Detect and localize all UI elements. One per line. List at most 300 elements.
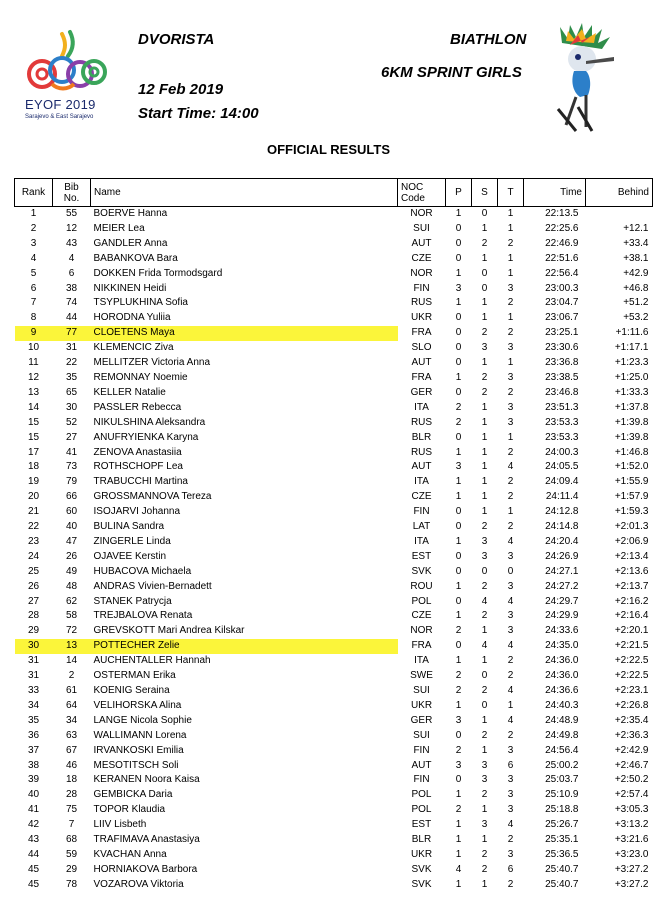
cell-behind: +46.8 <box>623 282 649 294</box>
cell-s: 2 <box>481 685 488 696</box>
cell-p: 0 <box>455 774 462 786</box>
cell-time: 24:27.1 <box>545 565 579 577</box>
cell-s: 0 <box>481 267 488 279</box>
cell-s: 2 <box>481 848 488 860</box>
table-row <box>15 788 653 803</box>
cell-behind: +1:57.9 <box>614 491 649 503</box>
cell-bib: 4 <box>68 252 75 264</box>
cell-noc: SVK <box>411 565 432 577</box>
cell-rank: 26 <box>27 580 40 592</box>
cell-s: 1 <box>481 714 488 726</box>
table-row <box>15 416 653 431</box>
cell-noc: BLR <box>411 431 432 443</box>
cell-noc: FRA <box>411 327 432 339</box>
table-row <box>15 744 653 759</box>
table-row <box>15 580 653 595</box>
cell-rank: 17 <box>27 446 40 458</box>
table-row <box>15 505 653 520</box>
cell-time: 25:18.8 <box>545 804 579 816</box>
cell-name: HUBACOVA Michaela <box>93 565 192 577</box>
logo-subtitle: Sarajevo & East Sarajevo <box>25 114 94 120</box>
cell-p: 1 <box>455 476 462 488</box>
cell-noc: NOR <box>410 625 433 637</box>
cell-time: 24:14.8 <box>545 521 579 533</box>
cell-time: 25:36.5 <box>545 848 579 860</box>
cell-rank: 14 <box>27 401 40 413</box>
cell-noc: SLO <box>411 342 432 354</box>
cell-t: 6 <box>507 759 514 771</box>
cell-t: 1 <box>507 222 514 234</box>
cell-t: 1 <box>507 431 514 443</box>
cell-p: 0 <box>455 342 462 354</box>
cell-name: IRVANKOSKI Emilia <box>93 744 184 756</box>
cell-behind: +1:59.3 <box>614 506 649 518</box>
table-row <box>15 237 653 252</box>
cell-noc: RUS <box>410 446 433 458</box>
cell-p: 2 <box>455 685 462 696</box>
cell-p: 0 <box>455 386 462 398</box>
cell-t: 3 <box>507 610 514 622</box>
cell-s: 1 <box>481 312 488 324</box>
cell-noc: NOR <box>410 208 433 219</box>
cell-rank: 39 <box>27 774 40 786</box>
cell-t: 2 <box>507 878 514 890</box>
cell-bib: 30 <box>65 401 78 413</box>
cell-time: 24:36.0 <box>545 670 579 682</box>
table-row <box>15 311 653 326</box>
cell-s: 2 <box>481 789 488 801</box>
cell-time: 24:36.0 <box>545 655 579 667</box>
cell-behind: +42.9 <box>623 267 649 279</box>
cell-bib: 26 <box>65 550 78 562</box>
cell-time: 24:36.6 <box>545 685 579 696</box>
cell-name: TSYPLUKHINA Sofia <box>93 297 188 309</box>
cell-t: 4 <box>507 685 514 696</box>
cell-behind: +38.1 <box>623 252 649 264</box>
table-row <box>15 818 653 833</box>
cell-s: 1 <box>481 416 488 428</box>
cell-rank: 20 <box>27 491 40 503</box>
table-row <box>15 520 653 535</box>
cell-rank: 27 <box>27 595 40 607</box>
cell-noc: ROU <box>410 580 433 592</box>
cell-noc: UKR <box>410 312 433 324</box>
cell-rank: 19 <box>27 476 40 488</box>
cell-rank: 43 <box>27 834 40 846</box>
cell-p: 1 <box>455 878 462 890</box>
cell-p: 3 <box>455 759 462 771</box>
cell-name: ROTHSCHOPF Lea <box>93 461 183 473</box>
cell-behind: +2:36.3 <box>614 729 649 741</box>
cell-rank: 11 <box>28 357 39 369</box>
cell-time: 23:06.7 <box>545 312 579 324</box>
cell-noc: GER <box>410 386 433 398</box>
cell-bib: 48 <box>65 580 78 592</box>
cell-rank: 13 <box>27 386 40 398</box>
cell-p: 3 <box>455 461 462 473</box>
cell-behind: +1:23.3 <box>614 357 649 369</box>
cell-behind: +2:22.5 <box>614 670 649 682</box>
cell-bib: 2 <box>68 670 75 682</box>
cell-t: 3 <box>507 416 514 428</box>
cell-bib: 34 <box>65 714 78 726</box>
cell-behind: +3:27.2 <box>614 878 649 890</box>
table-row <box>15 669 653 684</box>
cell-rank: 8 <box>30 312 37 324</box>
cell-rank: 12 <box>27 371 40 383</box>
cell-behind: +3:21.6 <box>614 834 649 846</box>
cell-t: 3 <box>507 282 514 294</box>
col-name: Name <box>91 179 398 207</box>
cell-noc: FIN <box>413 744 430 756</box>
cell-s: 3 <box>481 774 488 786</box>
cell-t: 1 <box>507 267 514 279</box>
cell-p: 0 <box>455 595 462 607</box>
cell-rank: 5 <box>30 267 37 279</box>
cell-t: 1 <box>507 699 514 711</box>
cell-rank: 3 <box>30 237 37 249</box>
cell-p: 0 <box>455 237 462 249</box>
cell-s: 1 <box>481 625 488 637</box>
event-date: 12 Feb 2019 <box>138 81 224 98</box>
cell-bib: 49 <box>65 565 78 577</box>
cell-name: NIKKINEN Heidi <box>93 282 167 294</box>
cell-noc: RUS <box>410 297 433 309</box>
cell-p: 0 <box>455 222 462 234</box>
cell-s: 1 <box>481 476 488 488</box>
cell-t: 2 <box>507 729 514 741</box>
cell-rank: 25 <box>27 565 40 577</box>
cell-time: 24:05.5 <box>545 461 579 473</box>
cell-noc: CZE <box>411 491 432 503</box>
cell-time: 23:46.8 <box>545 386 579 398</box>
cell-s: 3 <box>481 342 488 354</box>
table-row <box>15 878 653 893</box>
cell-s: 1 <box>481 878 488 890</box>
cell-p: 2 <box>455 416 462 428</box>
cell-t: 3 <box>507 550 514 562</box>
cell-time: 25:40.7 <box>545 878 579 890</box>
cell-noc: AUT <box>411 461 432 473</box>
cell-name: KLEMENCIC Ziva <box>93 342 174 354</box>
cell-rank: 22 <box>27 521 40 533</box>
cell-t: 2 <box>507 327 514 339</box>
cell-behind: +2:22.5 <box>614 655 649 667</box>
cell-bib: 35 <box>65 371 78 383</box>
cell-rank: 33 <box>27 685 40 696</box>
cell-name: POTTECHER Zelie <box>91 639 398 654</box>
cell-p: 0 <box>455 312 462 324</box>
table-row <box>15 371 653 386</box>
cell-name: MELLITZER Victoria Anna <box>93 357 211 369</box>
cell-behind: +1:46.8 <box>614 446 649 458</box>
cell-t: 2 <box>507 297 514 309</box>
col-time: Time <box>524 179 586 207</box>
cell-rank: 30 <box>15 639 53 654</box>
cell-p: 3 <box>455 282 462 294</box>
cell-t: 2 <box>507 386 514 398</box>
cell-s: 1 <box>481 252 488 264</box>
cell-p: 1 <box>455 491 462 503</box>
cell-noc: AUT <box>411 759 432 771</box>
header-row <box>15 179 653 207</box>
table-row <box>15 267 653 282</box>
cell-time: 23:25.1 <box>545 327 579 339</box>
cell-p: 1 <box>455 371 462 383</box>
table-row <box>15 460 653 475</box>
table-row <box>15 609 653 624</box>
cell-name: WALLIMANN Lorena <box>93 729 187 741</box>
cell-s: 3 <box>481 535 488 547</box>
cell-bib: 12 <box>65 222 78 234</box>
table-row <box>15 356 653 371</box>
cell-s: 1 <box>481 357 488 369</box>
cell-bib: 73 <box>65 461 78 473</box>
cell-s: 1 <box>481 744 488 756</box>
cell-t: 2 <box>507 476 514 488</box>
cell-p: 1 <box>455 848 462 860</box>
cell-p: 0 <box>455 327 462 339</box>
cell-behind: +2:35.4 <box>614 714 649 726</box>
col-total: T <box>498 179 524 207</box>
venue: DVORISTA <box>138 31 215 48</box>
cell-behind: +1:17.1 <box>614 342 649 354</box>
cell-s: 2 <box>481 327 488 339</box>
cell-bib: 75 <box>65 804 78 816</box>
cell-rank: 28 <box>27 610 40 622</box>
cell-name: CLOETENS Maya <box>91 326 398 341</box>
cell-name: LANGE Nicola Sophie <box>93 714 192 726</box>
table-row <box>15 282 653 297</box>
table-row <box>15 863 653 878</box>
cell-time: 24:11.4 <box>545 491 579 503</box>
col-standing: S <box>472 179 498 207</box>
cell-behind: +2:01.3 <box>614 521 649 533</box>
cell-noc: ITA <box>414 401 429 413</box>
cell-behind: +2:57.4 <box>614 789 649 801</box>
cell-t: 2 <box>507 237 514 249</box>
col-bib: Bib No. <box>53 179 91 207</box>
cell-name: GANDLER Anna <box>93 237 168 249</box>
cell-time: 25:03.7 <box>545 774 579 786</box>
cell-p: 1 <box>455 267 462 279</box>
cell-behind: +2:46.7 <box>614 759 649 771</box>
cell-name: KELLER Natalie <box>93 386 166 398</box>
cell-t: 1 <box>507 506 514 518</box>
cell-p: 1 <box>455 655 462 667</box>
cell-bib: 61 <box>65 685 78 696</box>
cell-name: ZENOVA Anastasiia <box>93 446 182 458</box>
cell-name: TOPOR Klaudia <box>93 804 166 816</box>
cell-noc: AUT <box>411 237 432 249</box>
cell-s: 1 <box>481 222 488 234</box>
cell-s: 0 <box>481 208 488 219</box>
cell-t: 2 <box>507 655 514 667</box>
cell-rank: 10 <box>27 342 40 354</box>
cell-bib: 66 <box>65 491 78 503</box>
cell-p: 0 <box>455 521 462 533</box>
cell-t: 4 <box>507 595 514 607</box>
cell-t: 2 <box>507 446 514 458</box>
cell-name: TRAFIMAVA Anastasiya <box>93 834 200 846</box>
cell-noc: UKR <box>410 848 433 860</box>
cell-noc: FIN <box>413 774 430 786</box>
cell-t: 3 <box>507 625 514 637</box>
cell-noc: SVK <box>411 878 432 890</box>
cell-noc: EST <box>411 550 432 562</box>
cell-p: 1 <box>455 610 462 622</box>
cell-s: 0 <box>481 282 488 294</box>
cell-t: 1 <box>507 312 514 324</box>
cell-name: MEIER Lea <box>93 222 145 234</box>
cell-p: 0 <box>455 431 462 443</box>
table-row <box>15 654 653 669</box>
cell-s: 2 <box>481 610 488 622</box>
cell-s: 2 <box>481 386 488 398</box>
cell-p: 0 <box>455 357 462 369</box>
cell-behind: +2:21.5 <box>614 640 649 652</box>
cell-behind: +1:25.0 <box>614 371 649 383</box>
cell-p: 0 <box>455 506 462 518</box>
cell-s: 1 <box>481 834 488 846</box>
cell-t: 3 <box>507 848 514 860</box>
table-row <box>15 773 653 788</box>
cell-noc: SUI <box>413 729 430 741</box>
cell-s: 3 <box>481 819 488 831</box>
cell-rank: 2 <box>30 222 37 234</box>
cell-noc: FRA <box>411 371 432 383</box>
cell-noc: UKR <box>410 699 433 711</box>
cell-time: 24:12.8 <box>545 506 579 518</box>
cell-name: KOENIG Seraina <box>93 685 170 696</box>
cell-s: 0 <box>481 565 488 577</box>
cell-bib: 74 <box>65 297 78 309</box>
cell-p: 2 <box>455 401 462 413</box>
cell-time: 23:30.6 <box>545 342 579 354</box>
cell-p: 1 <box>455 580 462 592</box>
cell-name: HORNIAKOVA Barbora <box>93 863 198 875</box>
cell-rank: 4 <box>30 252 37 264</box>
cell-behind: +1:39.8 <box>614 431 649 443</box>
cell-name: TRABUCCHI Martina <box>93 476 188 488</box>
cell-rank: 37 <box>27 744 40 756</box>
cell-rank: 6 <box>30 282 37 294</box>
cell-behind: +1:11.6 <box>615 327 649 339</box>
cell-s: 3 <box>481 759 488 771</box>
cell-rank: 45 <box>27 878 40 890</box>
cell-p: 2 <box>455 804 462 816</box>
cell-noc: ITA <box>414 655 429 667</box>
col-rank: Rank <box>15 179 53 207</box>
cell-t: 1 <box>507 252 514 264</box>
cell-noc: GER <box>410 714 433 726</box>
cell-p: 0 <box>455 565 462 577</box>
cell-name: GREVSKOTT Mari Andrea Kilskar <box>93 625 245 637</box>
table-row <box>15 401 653 416</box>
cell-s: 1 <box>481 655 488 667</box>
table-row <box>15 624 653 639</box>
cell-time: 23:51.3 <box>545 401 579 413</box>
cell-name: HORODNA Yuliia <box>93 312 171 324</box>
cell-t: 2 <box>507 491 514 503</box>
cell-t: 2 <box>507 521 514 533</box>
table-row <box>15 848 653 863</box>
cell-rank: 31 <box>27 655 40 667</box>
cell-p: 1 <box>455 297 462 309</box>
cell-time: 24:29.7 <box>545 595 579 607</box>
cell-time: 24:48.9 <box>545 714 579 726</box>
col-prone: P <box>446 179 472 207</box>
table-row <box>15 431 653 446</box>
cell-bib: 47 <box>65 535 78 547</box>
cell-rank: 15 <box>27 431 40 443</box>
cell-name: AUCHENTALLER Hannah <box>93 655 211 667</box>
cell-noc: NOR <box>410 267 433 279</box>
cell-name: BULINA Sandra <box>93 521 165 533</box>
cell-noc: FRA <box>411 640 432 652</box>
cell-name: BABANKOVA Bara <box>93 252 178 264</box>
cell-bib: 13 <box>53 639 91 654</box>
cell-time: 24:00.3 <box>545 446 579 458</box>
cell-name: REMONNAY Noemie <box>93 371 188 383</box>
table-row <box>15 729 653 744</box>
cell-time: 22:51.6 <box>545 252 579 264</box>
cell-s: 2 <box>481 237 488 249</box>
cell-s: 1 <box>481 506 488 518</box>
col-noc: NOC Code <box>398 179 446 207</box>
cell-rank: 23 <box>27 535 40 547</box>
cell-p: 4 <box>455 863 462 875</box>
cell-s: 4 <box>481 640 488 652</box>
cell-t: 4 <box>507 461 514 473</box>
cell-time: 24:35.0 <box>545 640 579 652</box>
cell-bib: 31 <box>65 342 78 354</box>
cell-bib: 59 <box>65 848 78 860</box>
table-row <box>15 222 653 237</box>
cell-behind: +1:52.0 <box>614 461 649 473</box>
table-row <box>15 550 653 565</box>
cell-bib: 62 <box>65 595 78 607</box>
cell-behind: +51.2 <box>623 297 649 309</box>
cell-s: 1 <box>481 431 488 443</box>
cell-behind: +2:42.9 <box>614 744 649 756</box>
cell-time: 22:56.4 <box>545 267 579 279</box>
cell-bib: 41 <box>65 446 78 458</box>
cell-bib: 72 <box>65 625 78 637</box>
cell-p: 0 <box>455 252 462 264</box>
cell-p: 1 <box>455 699 462 711</box>
cell-noc: LAT <box>412 521 431 533</box>
cell-rank: 9 <box>15 326 53 341</box>
cell-name: PASSLER Rebecca <box>93 401 182 413</box>
cell-t: 6 <box>507 863 514 875</box>
cell-noc: CZE <box>411 610 432 622</box>
cell-t: 1 <box>507 357 514 369</box>
cell-rank: 7 <box>30 297 37 309</box>
cell-t: 0 <box>507 565 514 577</box>
cell-bib: 60 <box>65 506 78 518</box>
cell-name: KERANEN Noora Kaisa <box>93 774 200 786</box>
table-row <box>15 207 653 222</box>
cell-t: 3 <box>507 342 514 354</box>
cell-p: 2 <box>455 625 462 637</box>
cell-rank: 21 <box>27 506 40 518</box>
cell-noc: AUT <box>411 357 432 369</box>
table-row <box>15 595 653 610</box>
cell-t: 4 <box>507 714 514 726</box>
cell-rank: 35 <box>27 714 40 726</box>
table-row <box>15 446 653 461</box>
